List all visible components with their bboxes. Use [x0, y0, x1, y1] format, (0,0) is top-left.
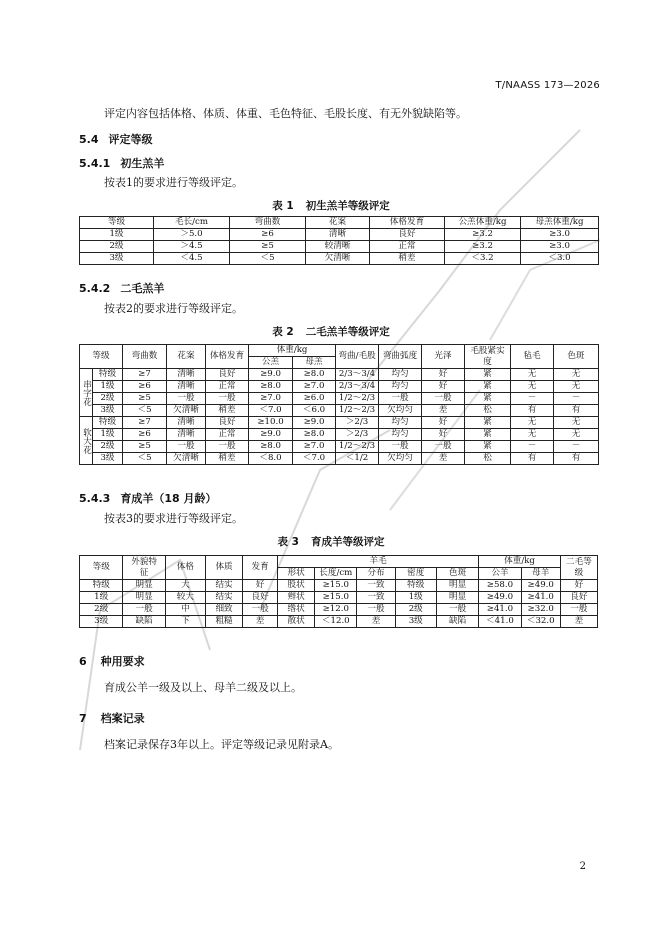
- table-cell: 一般: [206, 441, 249, 453]
- table-header-cell: 体重/kg: [479, 556, 561, 568]
- table-cell: ≥6: [123, 429, 167, 441]
- table-header-cell: 等级: [80, 556, 123, 580]
- table-cell: ＜6.0: [293, 405, 336, 417]
- table-header-cell: 母羔体重/kg: [521, 217, 599, 229]
- table-cell: 缺陷: [436, 616, 478, 628]
- section-7-text: 档案记录保存3年以上。评定等级记录见附录A。: [104, 738, 339, 751]
- table-header-cell: 分布: [357, 568, 395, 580]
- table-cell: 一般: [379, 393, 422, 405]
- section-5-4-3-heading: [79, 490, 216, 506]
- table-cell: 无: [511, 417, 554, 429]
- table-cell: ≥8.0: [293, 429, 336, 441]
- table-cell: 无: [554, 381, 599, 393]
- table-cell: 1级: [395, 592, 436, 604]
- table-cell: 好: [422, 381, 465, 393]
- table-cell: 特级: [395, 580, 436, 592]
- table-header-cell: 等级: [80, 345, 123, 369]
- table-cell: 一般: [123, 604, 165, 616]
- table-cell: 一般: [243, 604, 278, 616]
- table-header-cell: 体格发育: [206, 345, 249, 369]
- table-cell: ＜8.0: [249, 453, 293, 465]
- table-header-cell: 毛股紧实度: [465, 345, 511, 369]
- table-cell: ≥15.0: [315, 592, 357, 604]
- table-cell: ≥3.2: [445, 229, 521, 241]
- table-cell: ≥7.0: [293, 381, 336, 393]
- page-number: 2: [579, 861, 586, 872]
- table-cell: 结实: [206, 592, 243, 604]
- table-cell: ≥6: [230, 229, 306, 241]
- table-cell: 松: [465, 405, 511, 417]
- table-cell: ≥3.2: [445, 241, 521, 253]
- table-header-cell: 体格: [165, 556, 205, 580]
- table-cell: 稍差: [206, 405, 249, 417]
- table-row: [80, 580, 598, 592]
- table-cell: 好: [422, 429, 465, 441]
- table-header-cell: 母羊: [521, 568, 560, 580]
- table-cell: 一致: [357, 592, 395, 604]
- table-cell: 无: [554, 417, 599, 429]
- table-header-cell: 毡毛: [511, 345, 554, 369]
- caption-title: 初生羔羊等级评定: [305, 200, 390, 212]
- table-header-row: [80, 556, 598, 568]
- section-number: 5.4.2: [79, 282, 111, 295]
- table-cell: 欠清晰: [306, 253, 370, 265]
- table-cell: 特级: [93, 417, 123, 429]
- table-cell: 紧: [465, 381, 511, 393]
- table-row: [80, 441, 599, 453]
- table-header-cell: 弯曲/毛股: [336, 345, 379, 369]
- table-header-cell: 弯曲弧度: [379, 345, 422, 369]
- table-row: [80, 229, 599, 241]
- table-cell: 细致: [206, 604, 243, 616]
- table-cell: 结实: [206, 580, 243, 592]
- table1: [79, 216, 599, 265]
- table-cell: 好: [243, 580, 278, 592]
- table-cell: ＞5.0: [154, 229, 230, 241]
- table-cell: 2/3～3/4: [336, 381, 379, 393]
- table-cell: 一般: [379, 441, 422, 453]
- table-cell: ＜5: [123, 453, 167, 465]
- section-title: 育成羊（18 月龄）: [120, 492, 217, 505]
- table-cell: 均匀: [379, 417, 422, 429]
- table-header-cell: 色斑: [554, 345, 599, 369]
- table-header-cell: 公羊: [479, 568, 521, 580]
- table-header-cell: 外貌特征: [123, 556, 165, 580]
- table-cell: 中: [165, 604, 205, 616]
- table-cell: ≥8.0: [249, 441, 293, 453]
- table-cell: 无: [554, 429, 599, 441]
- table-cell: 欠均匀: [379, 453, 422, 465]
- table-header-cell: 花案: [306, 217, 370, 229]
- table-cell: 清晰: [167, 381, 206, 393]
- table-cell: ≥9.0: [249, 369, 293, 381]
- table-cell: ＞2/3: [336, 417, 379, 429]
- caption-title: 育成羊等级评定: [310, 536, 385, 548]
- table1-caption: [0, 198, 662, 213]
- table-cell: 清晰: [167, 369, 206, 381]
- table-header-cell: 公羔体重/kg: [445, 217, 521, 229]
- table-cell: 大: [165, 580, 205, 592]
- table-cell: 3级: [93, 453, 123, 465]
- table-cell: 1级: [80, 592, 123, 604]
- table-cell: ≥49.0: [521, 580, 560, 592]
- table-header-cell: 体格发育: [370, 217, 445, 229]
- section-5-4-3-text: 按表3的要求进行等级评定。: [104, 512, 243, 525]
- table-cell: －: [554, 441, 599, 453]
- table-cell: 紧: [465, 369, 511, 381]
- section-5-4-heading: [79, 131, 153, 147]
- table-cell: ≥5: [230, 241, 306, 253]
- table-cell: 欠清晰: [167, 405, 206, 417]
- table-header-cell: 体重/kg: [249, 345, 336, 357]
- table-row: [80, 253, 599, 265]
- table-cell: 清晰: [306, 229, 370, 241]
- table-cell: 较清晰: [306, 241, 370, 253]
- table-cell: ≥8.0: [293, 369, 336, 381]
- table-header-cell: 体质: [206, 556, 243, 580]
- table-cell: 较大: [165, 592, 205, 604]
- table-header-cell: 等级: [80, 217, 154, 229]
- table-cell: ≥41.0: [479, 604, 521, 616]
- table-cell: 稍差: [370, 253, 445, 265]
- table-row: [80, 616, 598, 628]
- table-header-row: [80, 345, 599, 357]
- table-cell: ＜12.0: [315, 616, 357, 628]
- table-row: [80, 592, 598, 604]
- table-header-cell: 公羔: [249, 357, 293, 369]
- table-cell: 3级: [80, 253, 154, 265]
- section-5-4-2-text: 按表2的要求进行等级评定。: [104, 302, 243, 315]
- table-cell: 绺状: [278, 604, 315, 616]
- table-cell: ≥6: [123, 381, 167, 393]
- table-cell: 1/2～2/3: [336, 405, 379, 417]
- table-cell: 明显: [123, 580, 165, 592]
- table-cell: －: [511, 393, 554, 405]
- table-cell: 1/2～2/3: [336, 441, 379, 453]
- table-cell: 特级: [80, 580, 123, 592]
- table-cell: 良好: [560, 592, 597, 604]
- table-cell: 稍差: [206, 453, 249, 465]
- table-cell: 无: [554, 369, 599, 381]
- table-cell: ≥5: [123, 393, 167, 405]
- table-cell: 一般: [422, 441, 465, 453]
- table-cell: －: [511, 441, 554, 453]
- table-cell: 一般: [357, 604, 395, 616]
- table-cell: 紧: [465, 429, 511, 441]
- table-cell: 好: [560, 580, 597, 592]
- section-5-4-1-heading: [79, 155, 164, 171]
- caption-title: 二毛羔羊等级评定: [305, 326, 390, 338]
- section-number: 5.4: [79, 133, 99, 146]
- table-row: [80, 429, 599, 441]
- table-cell: ≥58.0: [479, 580, 521, 592]
- table-cell: ≥10.0: [249, 417, 293, 429]
- table-header-cell: 长度/cm: [315, 568, 357, 580]
- table-cell: 紧: [465, 417, 511, 429]
- table-cell: 松: [465, 453, 511, 465]
- table-cell: 良好: [206, 369, 249, 381]
- table-header-cell: 羊毛: [278, 556, 479, 568]
- table-row: [80, 604, 598, 616]
- table3-caption: [0, 534, 662, 549]
- table-cell: ≥49.0: [479, 592, 521, 604]
- table-cell: －: [554, 393, 599, 405]
- table-cell: 2级: [80, 241, 154, 253]
- table-cell: 股状: [278, 580, 315, 592]
- table-cell: 1/2～2/3: [336, 393, 379, 405]
- table-cell: 3级: [93, 405, 123, 417]
- section-number: 7: [79, 712, 87, 725]
- section-title: 档案记录: [100, 712, 145, 725]
- table-cell: 无: [511, 429, 554, 441]
- table-header-cell: 色斑: [436, 568, 478, 580]
- table-cell: ≥7.0: [249, 393, 293, 405]
- table-header-cell: 弯曲数: [230, 217, 306, 229]
- group-label: 软大花: [80, 417, 93, 465]
- table-cell: ＞4.5: [154, 241, 230, 253]
- section-number: 5.4.1: [79, 157, 111, 170]
- table-cell: 一般: [422, 393, 465, 405]
- table-cell: 有: [511, 405, 554, 417]
- table-cell: 明显: [123, 592, 165, 604]
- table-cell: ≥3.0: [521, 241, 599, 253]
- table-cell: ≥32.0: [521, 604, 560, 616]
- table2: [79, 344, 599, 465]
- table-cell: 明显: [436, 592, 478, 604]
- table-cell: ≥9.0: [293, 417, 336, 429]
- table-cell: 有: [511, 453, 554, 465]
- table-row: [80, 369, 599, 381]
- group-label: 串字花: [80, 369, 93, 417]
- standard-number: T/NAASS 173—2026: [495, 80, 600, 91]
- table-cell: 差: [422, 453, 465, 465]
- table-cell: 一般: [167, 393, 206, 405]
- table-cell: ≥41.0: [521, 592, 560, 604]
- table-cell: 2级: [93, 441, 123, 453]
- section-title: 初生羔羊: [120, 157, 165, 170]
- table-cell: 一般: [167, 441, 206, 453]
- table-cell: 正常: [206, 429, 249, 441]
- table-cell: ＜3.2: [445, 253, 521, 265]
- table-cell: 明显: [436, 580, 478, 592]
- table-cell: 良好: [243, 592, 278, 604]
- table-cell: 清晰: [167, 429, 206, 441]
- table-cell: 有: [554, 453, 599, 465]
- table-cell: 1级: [93, 381, 123, 393]
- table-header-cell: 形状: [278, 568, 315, 580]
- table-cell: 均匀: [379, 369, 422, 381]
- section-title: 种用要求: [100, 655, 145, 668]
- section-6-heading: [79, 653, 145, 669]
- table-cell: ＜7.0: [249, 405, 293, 417]
- table-cell: ≥7: [123, 369, 167, 381]
- table-cell: ＜5: [123, 405, 167, 417]
- table-cell: 差: [560, 616, 597, 628]
- table-cell: ＞2/3: [336, 429, 379, 441]
- table-row: [80, 453, 599, 465]
- table2-caption: [0, 324, 662, 339]
- section-title: 评定等级: [108, 133, 153, 146]
- table-cell: 2级: [395, 604, 436, 616]
- table-cell: 一致: [357, 580, 395, 592]
- table-cell: 有: [554, 405, 599, 417]
- section-number: 5.4.3: [79, 492, 111, 505]
- table-cell: 差: [422, 405, 465, 417]
- table-cell: 差: [357, 616, 395, 628]
- table-cell: ＜5: [230, 253, 306, 265]
- section-5-4-2-heading: [79, 280, 164, 296]
- table-header-cell: 毛长/cm: [154, 217, 230, 229]
- table-cell: ≥5: [123, 441, 167, 453]
- section-7-heading: [79, 710, 145, 726]
- caption-number: 表 1: [272, 200, 294, 212]
- table-cell: 正常: [206, 381, 249, 393]
- table-cell: 2/3～3/4: [336, 369, 379, 381]
- table-row: [80, 241, 599, 253]
- table-row: [80, 393, 599, 405]
- section-5-4-1-text: 按表1的要求进行等级评定。: [104, 176, 243, 189]
- table-cell: 良好: [370, 229, 445, 241]
- table-cell: 一般: [436, 604, 478, 616]
- table-cell: ＜4.5: [154, 253, 230, 265]
- table-row: [80, 381, 599, 393]
- table-cell: 2级: [93, 393, 123, 405]
- table-row: [80, 405, 599, 417]
- intro-text: 评定内容包括体格、体质、体重、毛色特征、毛股长度、有无外貌缺陷等。: [104, 107, 467, 120]
- table-cell: ＜7.0: [293, 453, 336, 465]
- table-cell: 好: [422, 417, 465, 429]
- table-cell: 紧: [465, 393, 511, 405]
- caption-number: 表 2: [272, 326, 294, 338]
- table-cell: 3级: [395, 616, 436, 628]
- section-6-text: 育成公羊一级及以上、母羊二级及以上。: [104, 681, 302, 694]
- table-cell: 正常: [370, 241, 445, 253]
- table-header-cell: 发育: [243, 556, 278, 580]
- table-header-cell: 密度: [395, 568, 436, 580]
- table-cell: 良好: [206, 417, 249, 429]
- table-cell: 欠清晰: [167, 453, 206, 465]
- table-cell: 特级: [93, 369, 123, 381]
- table-cell: ≥12.0: [315, 604, 357, 616]
- table-header-cell: 光泽: [422, 345, 465, 369]
- table-cell: 2级: [80, 604, 123, 616]
- table-cell: ≥6.0: [293, 393, 336, 405]
- table-cell: 差: [243, 616, 278, 628]
- table-cell: 紧: [465, 441, 511, 453]
- table-cell: 欠均匀: [379, 405, 422, 417]
- table-cell: 均匀: [379, 381, 422, 393]
- table-header-cell: 母羔: [293, 357, 336, 369]
- table-cell: ＜1/2: [336, 453, 379, 465]
- table-cell: 均匀: [379, 429, 422, 441]
- table-cell: ＜41.0: [479, 616, 521, 628]
- table-cell: 散状: [278, 616, 315, 628]
- table-cell: 一般: [206, 393, 249, 405]
- caption-number: 表 3: [277, 536, 299, 548]
- table-cell: 一般: [560, 604, 597, 616]
- table-cell: 下: [165, 616, 205, 628]
- table-cell: 好: [422, 369, 465, 381]
- section-number: 6: [79, 655, 87, 668]
- table-cell: 3级: [80, 616, 123, 628]
- section-title: 二毛羔羊: [120, 282, 165, 295]
- table-header-cell: 花案: [167, 345, 206, 369]
- table-cell: 无: [511, 381, 554, 393]
- table-cell: ≥8.0: [249, 381, 293, 393]
- table-cell: 无: [511, 369, 554, 381]
- table-cell: ≥7: [123, 417, 167, 429]
- table3: [79, 555, 598, 628]
- table-cell: ＜32.0: [521, 616, 560, 628]
- table-header-cell: 弯曲数: [123, 345, 167, 369]
- table-cell: 粗糙: [206, 616, 243, 628]
- table-cell: 1级: [93, 429, 123, 441]
- table-header-cell: 二毛等级: [560, 556, 597, 580]
- table-cell: ≥9.0: [249, 429, 293, 441]
- table-cell: 清晰: [167, 417, 206, 429]
- table-cell: ≥15.0: [315, 580, 357, 592]
- table-row: [80, 417, 599, 429]
- table-cell: 缺陷: [123, 616, 165, 628]
- table-cell: 辫状: [278, 592, 315, 604]
- table-header-row: [80, 217, 599, 229]
- table-cell: ＜3.0: [521, 253, 599, 265]
- table-cell: 1级: [80, 229, 154, 241]
- table-cell: ≥7.0: [293, 441, 336, 453]
- table-cell: ≥3.0: [521, 229, 599, 241]
